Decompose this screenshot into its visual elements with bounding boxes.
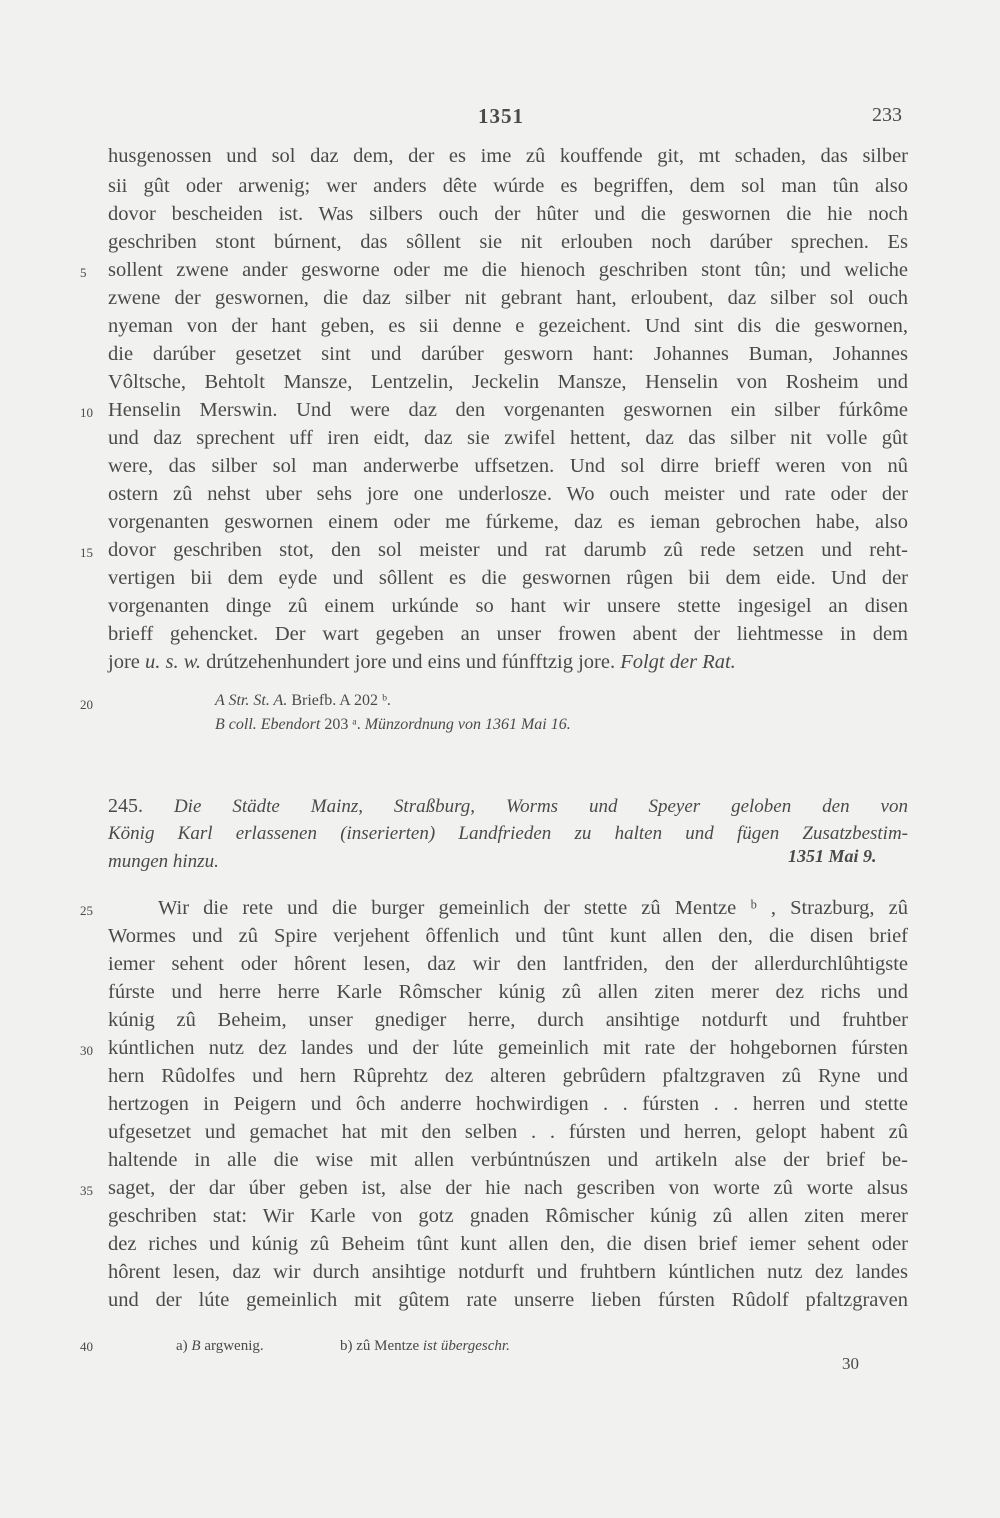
text-line: hôrent lesen, daz wir durch ansihtige notdurft und fruhtbern kúntlichen nutz dez landes [108, 1261, 908, 1283]
document-number: 245. [108, 795, 143, 817]
signature-mark: 30 [842, 1354, 859, 1373]
text-line: kúntlichen nutz dez landes und der lúte gemeinlich mit rate der hohgebornen fúrsten [108, 1037, 908, 1059]
title-text: Die Städte Mainz, Straßburg, Worms und Speyer geloben den von [143, 796, 908, 817]
line-number: 15 [80, 545, 93, 560]
footnote-a [176, 1338, 264, 1355]
text-line: vorgenanten geswornen einem oder me fúrkeme, daz es ieman gebrochen habe, also [108, 511, 908, 533]
line-number: 35 [80, 1183, 93, 1198]
footnote-siglum: B [191, 1338, 201, 1354]
page-header-year: 1351 [478, 104, 524, 128]
document-title-line: König Karl erlassenen (inserierten) Landfrieden zu halten und fügen Zusatzbestim- [108, 823, 908, 844]
text-line: haltende in alle die wise mit allen verbúntnúszen und artikeln alse der brief be- [108, 1149, 908, 1171]
source-note: Münzordnung von 1361 Mai 16. [364, 716, 571, 733]
document-date: 1351 Mai 9. [788, 846, 877, 866]
text-line: nyeman von der hant geben, es sii denne e gezeichent. Und sint dis die geswornen, [108, 315, 908, 337]
text-line: zwene der geswornen, die daz silber nit gebrant hant, erloubent, daz silber sol ouch [108, 287, 908, 309]
source-reference [215, 692, 391, 710]
line-number: 30 [80, 1043, 93, 1058]
text-line: geschriben stont búrnent, das sôllent sie nit erlouben noch darúber sprechen. Es [108, 231, 908, 253]
text-line: husgenossen und sol daz dem, der es ime zû kouffende git, mt schaden, das silber [108, 145, 908, 167]
footnote-note: ist übergeschr. [422, 1338, 510, 1354]
footnote-text: b) zû Mentze [340, 1338, 423, 1354]
text-line: dovor bescheiden ist. Was silbers ouch der hûter und die geswornen die hie noch [108, 203, 908, 225]
text-line: fúrste und herre herre Karle Rômscher kúnig zû allen ziten merer dez richs und [108, 981, 908, 1003]
source-reference [215, 716, 571, 734]
text-line: kúnig zû Beheim, unser gnediger herre, durch ansihtige notdurft und fruhtber [108, 1009, 908, 1031]
text-line: dez riches und kúnig zû Beheim tûnt kunt allen den, die disen brief iemer sehent oder [108, 1233, 908, 1255]
text-line: sii gût oder arwenig; wer anders dête wúrde es begriffen, dem sol man tûn also [108, 175, 908, 197]
line-number: 5 [80, 265, 87, 280]
footnote-text: argwenig. [200, 1338, 264, 1354]
text-line: sollent zwene ander gesworne oder me die hienoch geschriben stont tûn; und weliche [108, 259, 908, 281]
text-line: brieff gehencket. Der wart gegeben an unser frowen abent der liehtmesse in dem [108, 623, 908, 645]
text-line: iemer sehent oder hôrent lesen, daz wir den lantfriden, den der allerdurchlûhtigste [108, 953, 908, 975]
text-run: jore [108, 651, 145, 673]
abbreviation: u. s. w. [145, 651, 202, 673]
text-line: were, das silber sol man anderwerbe uffsetzen. Und sol dirre brieff weren von nû [108, 455, 908, 477]
document-title-line [108, 792, 908, 821]
text-line: Vôltsche, Behtolt Mansze, Lentzelin, Jeckelin Mansze, Henselin von Rosheim und [108, 371, 908, 393]
text-line-last [108, 648, 908, 676]
text-line: ufgesetzet und gemachet hat mit den selben . . fúrsten und herren, gelopt habent zû [108, 1121, 908, 1143]
editorial-note: Folgt der Rat. [620, 651, 736, 673]
text-line: geschriben stat: Wir Karle von gotz gnaden Rômischer kúnig zû allen ziten merer [108, 1205, 908, 1227]
line-number: 10 [80, 405, 93, 420]
text-run: drútzehenhundert jore und eins und fúnfftzig jore. [201, 651, 621, 673]
text-line: und daz sprechent uff iren eidt, daz sie zwifel hettent, daz das silber nit volle gût [108, 427, 908, 449]
footnote-b [340, 1338, 510, 1355]
source-archive: B coll. Ebendort [215, 716, 321, 733]
page-number: 233 [872, 104, 902, 126]
text-line: ostern zû nehst uber sehs jore one underlosze. Wo ouch meister und rate oder der [108, 483, 908, 505]
text-line: dovor geschriben stot, den sol meister und rat darumb zû rede setzen und reht- [108, 539, 908, 561]
line-number: 20 [80, 697, 93, 712]
text-line: Wir die rete und die burger gemeinlich der stette zû Mentze ᵇ , Strazburg, zû [158, 897, 908, 919]
document-title-line: mungen hinzu. [108, 851, 219, 872]
text-line: hern Rûdolfes und hern Rûprehtz dez alteren gebrûdern pfaltzgraven zû Ryne und [108, 1065, 908, 1087]
source-detail: Briefb. A 202 ᵇ. [287, 692, 391, 709]
text-line: hertzogen in Peigern und ôch anderre hochwirdigen . . fúrsten . . herren und stette [108, 1093, 908, 1115]
text-line: vertigen bii dem eyde und sôllent es die geswornen rûgen bii dem eide. Und der [108, 567, 908, 589]
text-line: und der lúte gemeinlich mit gûtem rate unserre lieben fúrsten Rûdolf pfaltzgraven [108, 1289, 908, 1311]
text-line: die darúber gesetzet sint und darúber gesworn hant: Johannes Buman, Johannes [108, 343, 908, 365]
text-line: Wormes und zû Spire verjehent ôffenlich und tûnt kunt allen den, die disen brief [108, 925, 908, 947]
source-detail: 203 ᵃ. [320, 716, 365, 733]
text-line: saget, der dar úber geben ist, alse der hie nach gescriben von worte zû worte alsus [108, 1177, 908, 1199]
text-line: vorgenanten dinge zû einem urkúnde so hant wir unsere stette ingesigel an disen [108, 595, 908, 617]
source-archive: A Str. St. A. [215, 692, 288, 709]
line-number: 40 [80, 1339, 93, 1354]
text-line: Henselin Merswin. Und were daz den vorgenanten geswornen ein silber fúrkôme [108, 399, 908, 421]
line-number: 25 [80, 903, 93, 918]
footnote-marker: a) [176, 1338, 192, 1354]
